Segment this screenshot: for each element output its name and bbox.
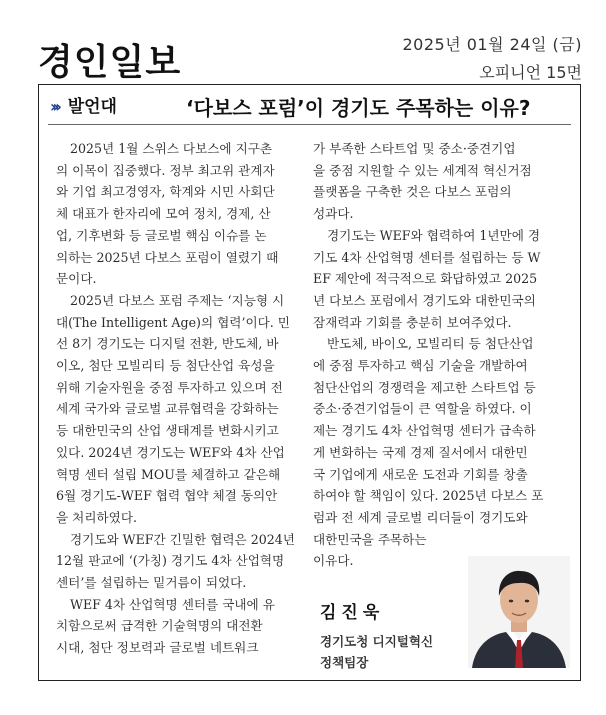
body-line: 이오, 첨단 모빌리티 등 첨단산업 육성을 xyxy=(56,358,275,374)
body-line: 12월 판교에 ‘(가칭) 경기도 4차 산업혁명 xyxy=(56,553,285,569)
body-line: 국 기업에게 새로운 도전과 기회를 창출 xyxy=(313,466,528,482)
body-line: 6월 경기도-WEF 협력 협약 체결 동의안 xyxy=(56,488,278,504)
author-title: 정책팀장 xyxy=(320,655,369,670)
body-line: 잠재력과 기회를 충분히 보여주었다. xyxy=(313,314,512,330)
body-line: 2025년 다보스 포럼 주제는 ‘지능형 시 xyxy=(70,292,285,308)
body-line: EF 제안에 적극적으로 화답하였고 2025 xyxy=(313,271,538,287)
body-line: 위해 기술자원을 중점 투자하고 있으며 전 xyxy=(56,379,283,395)
headline-divider xyxy=(48,124,571,125)
publication-date: 2025년 01월 24일 (금) xyxy=(402,35,582,54)
body-line: 하여야 할 책임이 있다. 2025년 다보스 포 xyxy=(313,488,544,504)
body-line: 대(The Intelligent Age)의 협력’이다. 민 xyxy=(56,314,290,330)
body-line: 을 처리하였다. xyxy=(56,509,137,525)
body-line: 제는 경기도 4차 산업혁명 센터가 급속하 xyxy=(313,423,536,439)
body-line: 2025년 1월 스위스 다보스에 지구촌 xyxy=(70,141,273,156)
author-affiliation: 경기도청 디지털혁신 xyxy=(320,634,434,649)
column-tag xyxy=(50,92,117,117)
body-line: 이유다. xyxy=(313,553,354,569)
body-line: 플랫폼을 구축한 것은 다보스 포럼의 xyxy=(313,184,512,200)
body-line: 의하는 2025년 다보스 포럼이 열렸기 때 xyxy=(56,249,279,265)
body-line: 시대, 첨단 정보력과 글로벌 네트워크 xyxy=(56,640,259,656)
body-line: 성과다. xyxy=(313,206,354,222)
article-body-right-column xyxy=(313,138,571,572)
author-portrait xyxy=(468,556,570,668)
body-line: 혁명 센터 설립 MOU를 체결하고 같은해 xyxy=(56,466,281,482)
body-line: 럼과 전 세계 글로벌 리더들이 경기도와 xyxy=(313,509,528,525)
body-line: 세계 국가와 글로벌 교류협력을 강화하는 xyxy=(56,401,279,417)
body-line: 등 대한민국의 산업 생태계를 변화시키고 xyxy=(56,423,279,439)
author-name: 김진욱 xyxy=(320,603,385,623)
body-line: 에 중점 투자하고 핵심 기술을 개발하여 xyxy=(313,358,528,374)
body-line: 센터’를 설립하는 밑거름이 되었다. xyxy=(56,575,247,591)
body-line: 가 부족한 스타트업 및 중소·중견기업 xyxy=(313,141,516,156)
body-line: 있다. 2024년 경기도는 WEF와 4차 산업 xyxy=(56,444,285,460)
column-name: 발언대 xyxy=(67,97,117,117)
body-line: 치함으로써 급격한 기술혁명의 대전환 xyxy=(56,618,263,634)
body-line: 선 8기 경기도는 디지털 전환, 반도체, 바 xyxy=(56,336,279,352)
chevron-right-icon: ››› xyxy=(50,97,58,116)
article-body-left-column xyxy=(56,138,296,659)
body-line: 의 이목이 집중했다. 정부 최고위 관계자 xyxy=(56,162,275,178)
body-line: 기도 4차 산업혁명 센터를 설립하는 등 W xyxy=(313,249,541,265)
body-line: 게 변화하는 국제 경제 질서에서 대한민 xyxy=(313,444,528,460)
body-line: 을 중점 지원할 수 있는 세계적 혁신거점 xyxy=(313,162,532,178)
body-line: 경기도는 WEF와 협력하여 1년만에 경 xyxy=(327,227,541,243)
body-line: 체 대표가 한자리에 모여 정치, 경제, 산 xyxy=(56,206,271,222)
body-line: 첨단산업의 경쟁력을 제고한 스타트업 등 xyxy=(313,379,536,395)
article-headline: ‘다보스 포럼’이 경기도 주목하는 이유? xyxy=(186,96,531,120)
body-line: 년 다보스 포럼에서 경기도와 대한민국의 xyxy=(313,292,536,308)
body-line: WEF 4차 산업혁명 센터를 국내에 유 xyxy=(70,596,275,612)
body-line: 업, 기후변화 등 글로벌 핵심 이슈를 논 xyxy=(56,227,267,243)
author-byline xyxy=(320,598,433,673)
body-line: 와 기업 최고경영자, 학계와 시민 사회단 xyxy=(56,184,275,200)
body-line: 반도체, 바이오, 모빌리티 등 첨단산업 xyxy=(327,336,534,352)
body-line: 중소·중견기업들이 큰 역할을 하였다. 이 xyxy=(313,401,532,417)
body-line: 문이다. xyxy=(56,271,97,287)
section-page: 오피니언 15면 xyxy=(479,63,582,82)
body-line: 경기도와 WEF간 긴밀한 협력은 2024년 xyxy=(70,531,295,547)
body-line: 대한민국을 주목하는 xyxy=(313,531,427,547)
newspaper-masthead: 경인일보 xyxy=(38,42,182,83)
